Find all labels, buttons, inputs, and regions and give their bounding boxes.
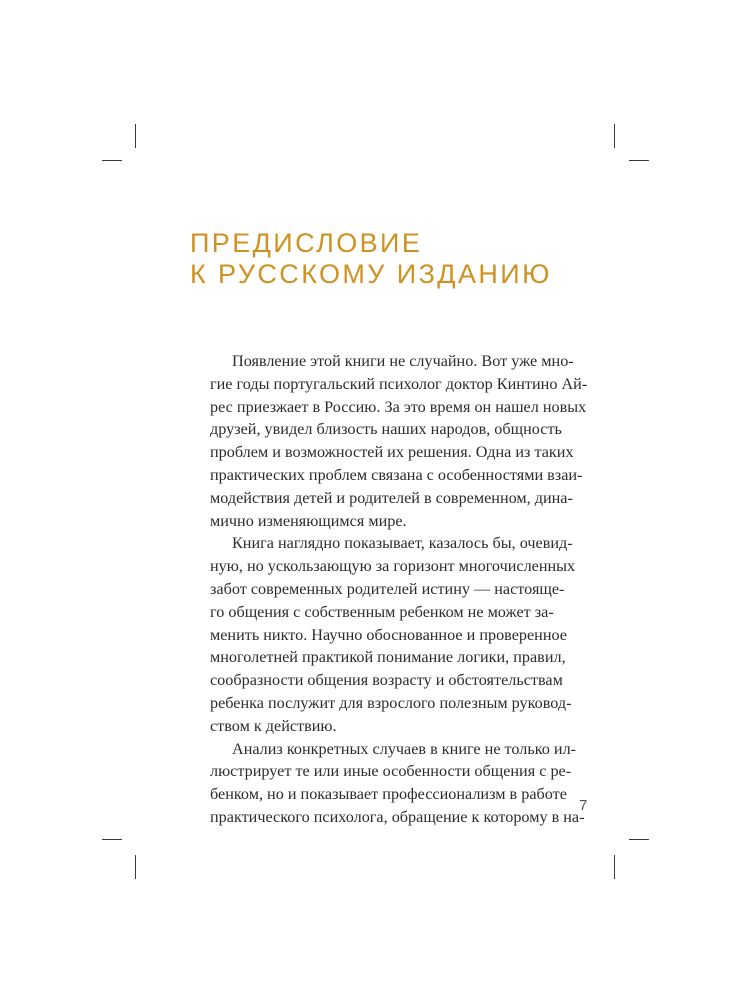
text-line: забот современных родителей истину — настояще-: [210, 579, 565, 598]
crop-mark-bottom-left-vertical: [135, 855, 136, 879]
page-number: 7: [579, 797, 588, 814]
text-line: рес приезжает в Россию. За это время он нашел новых: [210, 397, 587, 416]
text-line: друзей, увидел близость наших народов, общность: [210, 420, 562, 439]
text-line: проблем и возможностей их решения. Одна из таких: [210, 443, 574, 462]
paragraph-1: [188, 350, 588, 532]
text-line: Появление этой книги не случайно. Вот уже мно-: [232, 352, 574, 370]
text-line: ребенка послужит для взрослого полезным руковод-: [210, 693, 572, 712]
crop-mark-bottom-right-horizontal: [629, 839, 649, 840]
chapter-heading: [190, 228, 552, 290]
text-line: Книга наглядно показывает, казалось бы, очевид-: [232, 534, 573, 553]
text-line: люстрирует те или иные особенности общения с ре-: [210, 762, 572, 781]
crop-mark-bottom-right-vertical: [614, 855, 615, 879]
text-line: менить никто. Научно обоснованное и проверенное: [210, 625, 567, 644]
chapter-heading-line-1: ПРЕДИСЛОВИЕ: [190, 228, 423, 258]
text-line: ную, но ускользающую за горизонт многочисленных: [210, 557, 576, 576]
body-text: [188, 350, 588, 829]
text-line: сообразности общения возрасту и обстоятельствам: [210, 671, 563, 690]
text-line: многолетней практикой понимание логики, правил,: [210, 648, 566, 667]
text-line: Анализ конкретных случаев в книге не только ил-: [232, 739, 577, 758]
crop-mark-top-left-horizontal: [102, 160, 122, 161]
crop-mark-top-right-vertical: [614, 124, 615, 148]
paragraph-2: [188, 532, 576, 737]
crop-mark-bottom-left-horizontal: [102, 839, 122, 840]
chapter-heading-line-2: К РУССКОМУ ИЗДАНИЮ: [190, 259, 552, 289]
text-line: гие годы португальский психолог доктор Кинтино Ай-: [210, 374, 588, 393]
text-line: го общения с собственным ребенком не может за-: [210, 602, 554, 621]
text-line: практических проблем связана с особенностями взаи-: [210, 465, 583, 484]
crop-mark-top-right-horizontal: [629, 160, 649, 161]
text-line: модействия детей и родителей в современном, дина-: [210, 488, 573, 507]
text-line: мично изменяющимся мире.: [210, 511, 407, 530]
text-line: бенком, но и показывает профессионализм в работе: [210, 785, 567, 804]
crop-mark-top-left-vertical: [135, 124, 136, 148]
text-line: практического психолога, обращение к которому в на-: [210, 807, 585, 826]
text-line: ством к действию.: [210, 716, 337, 735]
paragraph-3: [188, 738, 585, 829]
